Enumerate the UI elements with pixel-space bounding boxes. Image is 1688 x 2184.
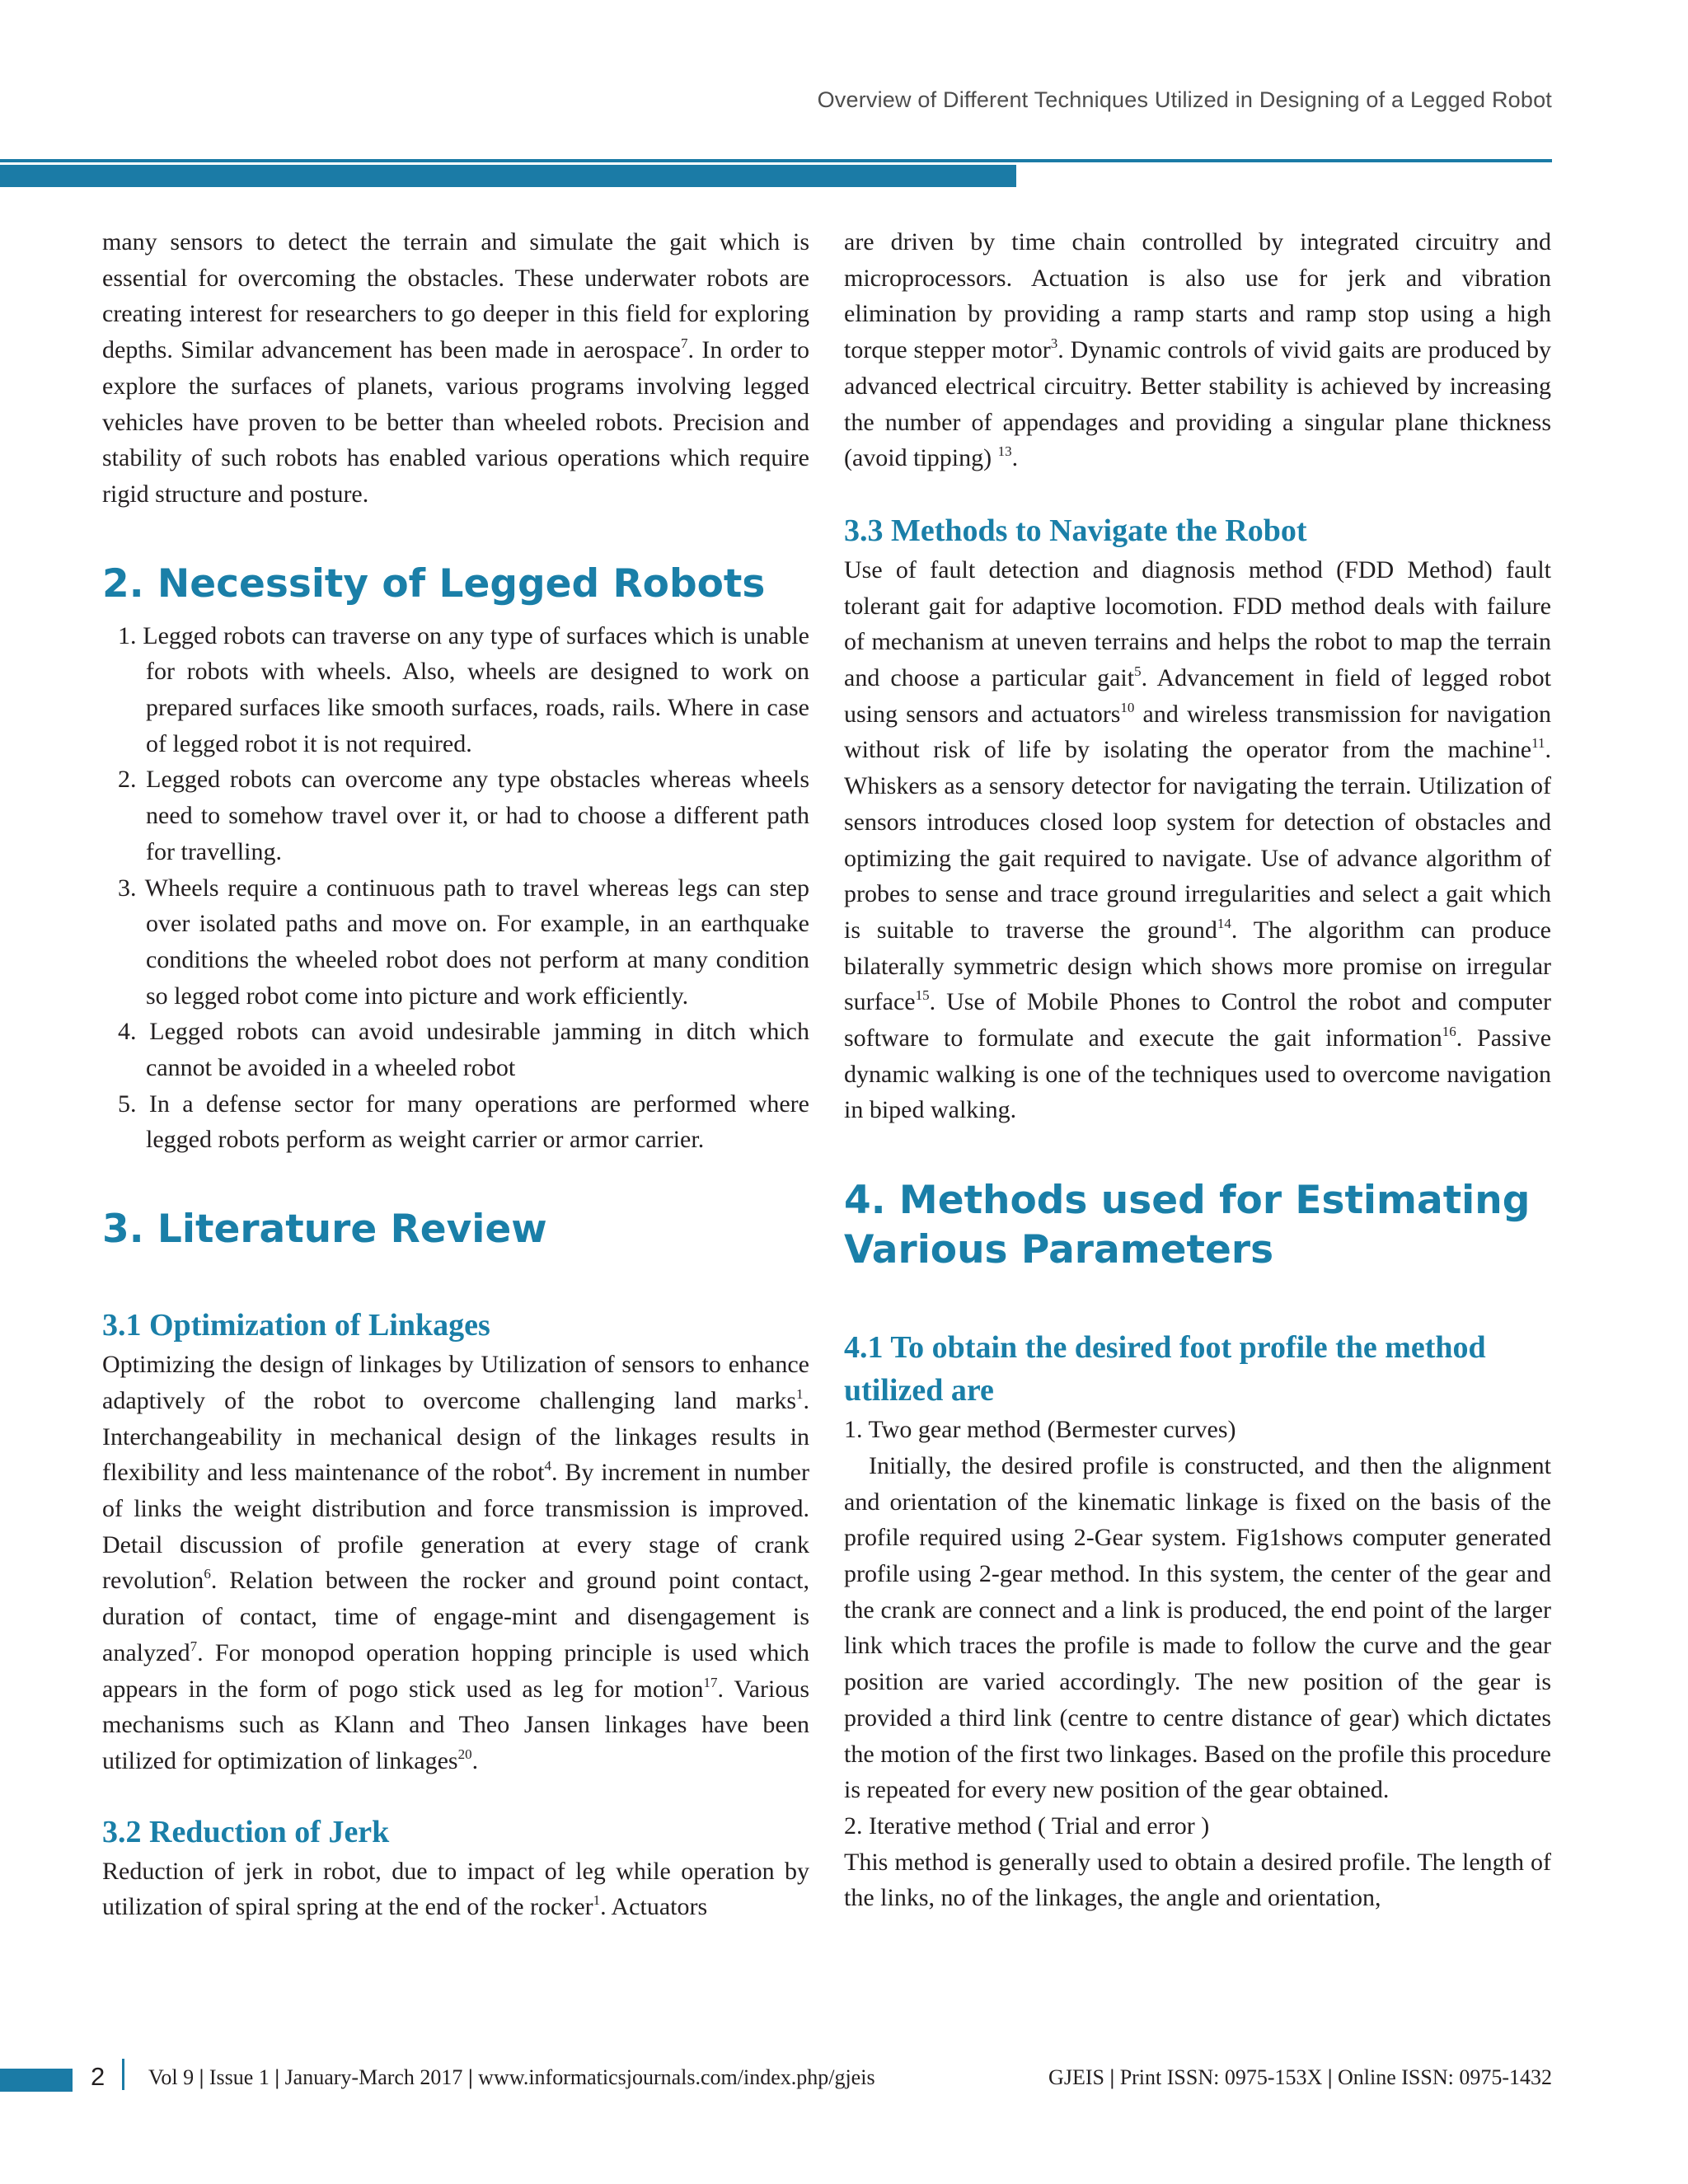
list-item: 3. Wheels require a continuous path to travel whereas legs can step over isolated paths and move on. For example, in an earthquake conditions the wheeled robot does not perform at many condition so legged robot come into picture and work efficiently.	[118, 874, 809, 1010]
section-3-1-heading: 3.1 Optimization of Linkages	[102, 1308, 490, 1343]
text-run: .	[471, 1746, 479, 1774]
section-3-3-paragraph	[844, 552, 1551, 1128]
left-column	[102, 224, 809, 1925]
text-run: Use of fault detection and diagnosis method (FDD Method) fault tolerant gait for adaptive locomotion. FDD method deals with failure of mechanism at uneven terrains and helps the robot to map the terrain and choose a particular gait	[844, 555, 1551, 692]
citation: 5	[1134, 663, 1142, 680]
citation: 10	[1120, 699, 1135, 715]
text-run: are driven by time chain controlled by integrated circuitry and microprocessors. Actuation is also use for jerk and vibration elimination by providing a ramp starts and ramp stop using a high torque stepper motor	[844, 228, 1551, 364]
necessity-list	[102, 618, 809, 1159]
footer-date: January-March 2017	[284, 2065, 463, 2089]
header-rule-thick	[0, 165, 1016, 187]
text-run: . Dynamic controls of vivid gaits are produced by advanced electrical circuitry. Better stability is achieved by increasing the number of appendages and providing a singular plane thickness (avoid tipping)	[844, 336, 1551, 472]
footer-divider: |	[274, 2065, 280, 2089]
citation: 20	[457, 1746, 472, 1762]
method-item-2: 2. Iterative method ( Trial and error )	[844, 1811, 1210, 1840]
text-run: .	[1011, 444, 1019, 472]
footer-issue: Issue 1	[209, 2065, 270, 2089]
text-run: . For monopod operation hopping principle is used which appears in the form of pogo stick used as leg for motion	[102, 1638, 809, 1703]
section-3-2-paragraph	[102, 1854, 809, 1925]
text-run: . Relation between the rocker and ground point contact, duration of contact, time of engage-mint and disengagement is analyzed	[102, 1567, 809, 1666]
text-run: many sensors to detect the terrain and simulate the gait which is essential for overcoming the obstacles. These underwater robots are creating interest for researchers to go deeper in this field for exploring depths. Similar advancement has been made in aerospace	[102, 228, 809, 364]
section-2-heading: 2. Necessity of Legged Robots	[102, 560, 766, 607]
text-run: . Various mechanisms such as Klann and Theo Jansen linkages have been utilized for optimization of linkages	[102, 1675, 809, 1774]
footer-print-issn: Print ISSN: 0975-153X	[1119, 2065, 1323, 2089]
section-4-1-heading: 4.1 To obtain the desired foot profile the method utilized are	[844, 1330, 1486, 1408]
footer-journal: GJEIS	[1048, 2065, 1104, 2089]
text-run: . By increment in number of links the weight distribution and force transmission is improved. Detail discussion of profile generation at every stage of crank revolution	[102, 1459, 809, 1595]
page-number: 2	[91, 2062, 106, 2091]
footer-volume: Vol 9	[148, 2065, 195, 2089]
citation: 17	[703, 1674, 718, 1690]
text-run: . Actuators	[600, 1893, 708, 1921]
citation: 1	[593, 1892, 601, 1909]
footer-divider: |	[199, 2065, 204, 2089]
citation: 1	[796, 1385, 804, 1402]
citation: 7	[680, 335, 688, 352]
footer-divider: |	[1109, 2065, 1115, 2089]
section-3-1-paragraph	[102, 1347, 809, 1779]
method-item-1: 1. Two gear method (Bermester curves)	[844, 1416, 1236, 1444]
footer-separator	[122, 2059, 124, 2090]
text-run: . Whiskers as a sensory detector for navigating the terrain. Utilization of sensors introduces closed loop system for detection of obstacles and optimizing the gait required to navigate. Use of advance algorithm of probes to sense and trace ground irregularities and select a gait which is suitable to traverse the ground	[844, 736, 1551, 944]
footer-divider: |	[467, 2065, 473, 2089]
footer-citation	[148, 2065, 875, 2090]
citation: 16	[1442, 1024, 1456, 1040]
citation: 4	[544, 1458, 552, 1474]
method-2-paragraph: This method is generally used to obtain a desired profile. The length of the links, no of the linkages, the angle and orientation,	[844, 1848, 1551, 1912]
text-run: . Use of Mobile Phones to Control the robot and computer software to formulate and execute the gait information	[844, 988, 1551, 1052]
text-run: . Interchangeability in mechanical design of the linkages results in flexibility and less maintenance of the robot	[102, 1386, 809, 1487]
header-rule-thin	[0, 159, 1552, 162]
footer-divider: |	[1327, 2065, 1333, 2089]
citation: 15	[915, 987, 930, 1004]
text-run: Optimizing the design of linkages by Utilization of sensors to enhance adaptively of the robot to overcome challenging land marks	[102, 1351, 809, 1414]
list-item: 2. Legged robots can overcome any type obstacles whereas wheels need to somehow travel over it, or had to choose a different path for travelling.	[118, 766, 809, 865]
text-run: . Advancement in field of legged robot using sensors and actuators	[844, 664, 1551, 728]
right-column	[844, 224, 1551, 1916]
intro-paragraph	[102, 224, 809, 513]
list-item: 4. Legged robots can avoid undesirable jamming in ditch which cannot be avoided in a wheeled robot	[118, 1018, 809, 1082]
section-3-3-heading: 3.3 Methods to Navigate the Robot	[844, 513, 1307, 548]
citation: 13	[997, 443, 1012, 460]
section-3-2-heading: 3.2 Reduction of Jerk	[102, 1814, 390, 1849]
list-item: 1. Legged robots can traverse on any type of surfaces which is unable for robots with wheels. Also, wheels are designed to work on prepared surfaces like smooth surfaces, roads, rails. Where in case of legged robot it is not required.	[118, 621, 809, 757]
text-run: and wireless transmission for navigation without risk of life by isolating the operator from the machine	[844, 700, 1551, 764]
citation: 6	[204, 1566, 211, 1582]
method-1-paragraph: Initially, the desired profile is constructed, and then the alignment and orientation of the kinematic linkage is fixed on the basis of the profile required using 2-Gear system. Fig1shows computer generated profile using 2-gear method. In this system, the center of the gear and the crank are connect and a link is produced, the end point of the larger link which traces the profile is made to follow the curve and the gear position are varied accordingly. The new position of the gear is provided a third link (centre to centre distance of gear) which dictates the motion of the first two linkages. Based on the profile this procedure is repeated for every new position of the gear obtained.	[844, 1451, 1551, 1804]
text-run: Reduction of jerk in robot, due to impact of leg while operation by utilization of spiral spring at the end of the rocker	[102, 1857, 809, 1921]
continuation-paragraph	[844, 224, 1551, 476]
running-title: Overview of Different Techniques Utilized in Designing of a Legged Robot	[817, 87, 1552, 112]
text-run: . In order to explore the surfaces of planets, various programs involving legged vehicles have proven to be better than wheeled robots. Precision and stability of such robots has enabled various operations which require rigid structure and posture.	[102, 336, 809, 508]
footer-online-issn: Online ISSN: 0975-1432	[1338, 2065, 1552, 2089]
citation: 7	[190, 1638, 198, 1654]
citation: 14	[1217, 915, 1231, 931]
section-3-heading: 3. Literature Review	[102, 1207, 547, 1253]
footer-url[interactable]: www.informaticsjournals.com/index.php/gjeis	[478, 2065, 875, 2089]
footer-bar	[0, 2069, 73, 2092]
footer-issn	[1048, 2065, 1552, 2090]
text-run: . Passive dynamic walking is one of the techniques used to overcome navigation in biped walking.	[844, 1024, 1552, 1124]
citation: 11	[1531, 735, 1545, 752]
section-4-heading: 4. Methods used for Estimating Various Parameters	[844, 1178, 1531, 1273]
citation: 3	[1050, 335, 1058, 352]
text-run: . The algorithm can produce bilaterally symmetric design which shows more promise on irregular surface	[844, 916, 1551, 1016]
list-item: 5. In a defense sector for many operations are performed where legged robots perform as weight carrier or armor carrier.	[118, 1090, 809, 1154]
